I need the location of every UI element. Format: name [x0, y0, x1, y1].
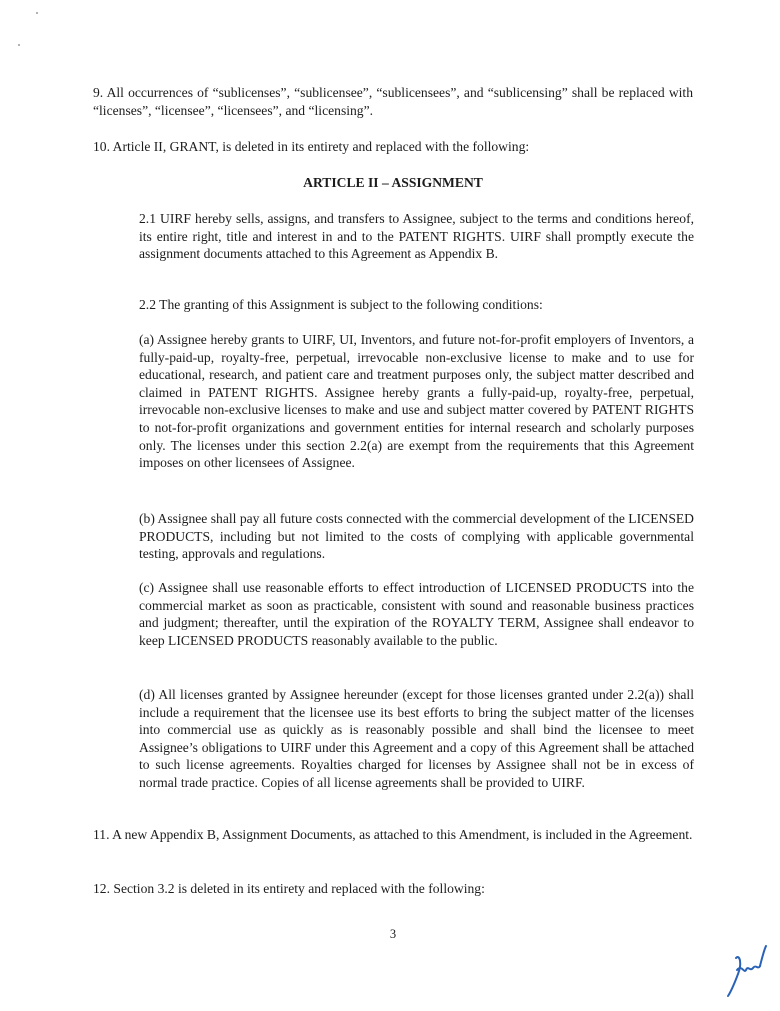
condition-d: (d) All licenses granted by Assignee hereunder (except for those licenses granted under 2.2(a)) shall include a requirement that the licensee use its best efforts to bring the subject matter of the licenses into commercial use as quickly as is reasonably possible and shall bind the licensee to meet Assignee’s obligations to UIRF under this Agreement and a copy of this Agreement shall be attached to such license agreements. Royalties charged for licenses by Assignee shall not be in excess of normal trade practice. Copies of all license agreements shall be provided to UIRF.: [139, 687, 694, 790]
condition-c: (c) Assignee shall use reasonable efforts to effect introduction of LICENSED PRODUCTS into the commercial market as soon as practicable, consistent with sound and reasonable business practices and judgment; thereafter, until the expiration of the ROYALTY TERM, Assignee shall endeavor to keep LICENSED PRODUCTS reasonably available to the public.: [139, 580, 694, 648]
article-heading: ARTICLE II – ASSIGNMENT: [303, 175, 483, 190]
section-2-1: 2.1 UIRF hereby sells, assigns, and transfers to Assignee, subject to the terms and conditions hereof, its entire right, title and interest in and to the PATENT RIGHTS. UIRF shall promptly execute the assignment documents attached to this Agreement as Appendix B.: [139, 211, 694, 262]
scan-speck: [36, 12, 38, 14]
scan-speck: [18, 44, 20, 46]
item-12: 12. Section 3.2 is deleted in its entirety and replaced with the following:: [93, 881, 485, 896]
section-2-2: 2.2 The granting of this Assignment is subject to the following conditions:: [139, 297, 543, 312]
item-10: 10. Article II, GRANT, is deleted in its entirety and replaced with the following:: [93, 139, 530, 154]
item-11: 11. A new Appendix B, Assignment Documents, as attached to this Amendment, is included in the Agreement.: [93, 827, 693, 842]
condition-b: (b) Assignee shall pay all future costs connected with the commercial development of the LICENSED PRODUCTS, including but not limited to the costs of complying with applicable governmental testing, approvals and regulations.: [139, 511, 694, 562]
condition-a: (a) Assignee hereby grants to UIRF, UI, Inventors, and future not-for-profit employers of Inventors, a fully-paid-up, royalty-free, perpetual, irrevocable non-exclusive license to make and to use for educational, research, and patient care and treatment purposes only, the subject matter described and claimed in PATENT RIGHTS. Assignee hereby grants a fully-paid-up, royalty-free, perpetual, irrevocable non-exclusive licenses to make and use and subject matter covered by PATENT RIGHTS to not-for-profit organizations and government entities for internal research and scholarly purposes only. The licenses under this section 2.2(a) are exempt from the requirements that this Agreement imposes on other licensees of Assignee.: [139, 332, 694, 471]
handwritten-initials: [722, 940, 772, 1000]
item-9: 9. All occurrences of “sublicenses”, “sublicensee”, “sublicensees”, and “sublicensing” shall be replaced with “licenses”, “licensee”, “licensees”, and “licensing”.: [93, 85, 693, 118]
page-number: 3: [389, 927, 397, 941]
